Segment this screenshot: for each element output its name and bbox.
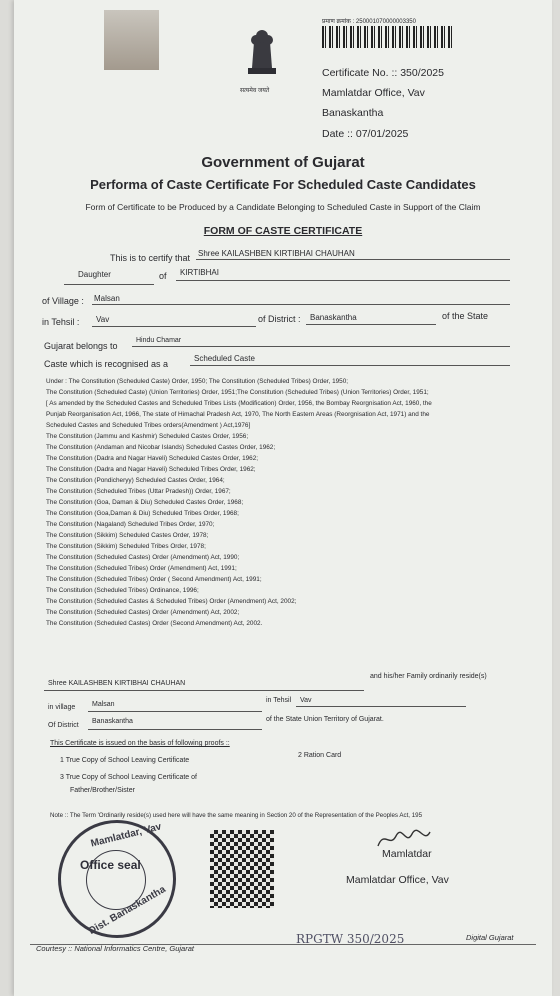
order-line: The Constitution (Goa, Daman & Diu) Scheduled Castes Order, 1968; <box>46 499 244 506</box>
order-line: The Constitution (Scheduled Castes) Order (Amendment) Act, 2002; <box>46 609 240 616</box>
order-line: The Constitution (Sikkim) Scheduled Tribes Order, 1978; <box>46 543 206 550</box>
order-line: The Constitution (Pondicheryy) Scheduled Castes Order, 1964; <box>46 477 225 484</box>
order-line: The Constitution (Dadra and Nagar Haveli) Scheduled Castes Order, 1962; <box>46 455 259 462</box>
order-line: The Constitution (Scheduled Tribes) Order (Amendment) Act, 1991; <box>46 565 237 572</box>
note: Note :: The Term 'Ordinarily reside(s) used here will have the same meaning in Section 20 of the Representation of the Peoples Act, 195 <box>50 812 423 819</box>
emblem-caption: सत्यमेव जयते <box>240 88 270 94</box>
stamp-center-text: Office seal <box>80 858 141 872</box>
order-line: The Constitution (Scheduled Castes) Order (Amendment) Act, 1990; <box>46 554 240 561</box>
issuing-office: Mamlatdar Office, Vav <box>322 87 425 99</box>
res-district-value: Banaskantha <box>92 718 133 725</box>
candidate-name: Shree KAILASHBEN KIRTIBHAI CHAUHAN <box>198 249 355 258</box>
certificate-date: Date :: 07/01/2025 <box>322 128 409 140</box>
res-tehsil-label: in Tehsil <box>266 697 292 704</box>
header-district: Banaskantha <box>322 107 384 119</box>
order-line: The Constitution (Scheduled Castes) Order (Second Amendment) Act, 2002. <box>46 620 263 627</box>
proof-item: 2 Ration Card <box>298 752 342 759</box>
tehsil-value: Vav <box>96 315 110 324</box>
applicant-photo <box>104 10 159 70</box>
order-line: Punjab Reorganisation Act, 1966, The state of Himachal Pradesh Act, 1970, The North Eastern Areas (Reorgnisation Act, 1971) and the <box>46 411 430 418</box>
certificate-number: Certificate No. :: 350/2025 <box>322 67 444 79</box>
certificate-page <box>14 0 552 996</box>
handwritten-note: RPGTW 350/2025 <box>296 932 405 946</box>
government-title: Government of Gujarat <box>201 154 365 171</box>
signatory-office: Mamlatdar Office, Vav <box>346 874 449 886</box>
relation: Daughter <box>78 270 111 279</box>
digital-gujarat-text: Digital Gujarat <box>466 933 514 942</box>
stamp-bottom-text: Dist. Banaskantha <box>87 884 168 937</box>
proof-item: 3 True Copy of School Leaving Certificate of <box>60 774 197 781</box>
order-line: The Constitution (Scheduled Tribes) Order ( Second Amendment) Act, 1991; <box>46 576 262 583</box>
stamp-top-text: Mamlatdar, Vav <box>89 821 163 850</box>
order-line: The Constitution (Scheduled Tribes (Uttar Pradesh)) Order, 1967; <box>46 488 231 495</box>
tehsil-label: in Tehsil : <box>42 317 80 327</box>
courtesy-text: Courtesy :: National Informatics Centre, Gujarat <box>36 944 194 953</box>
proofs-heading: This Certificate is issued on the basis of following proofs :: <box>50 740 230 747</box>
barcode-text: प्रमाण क्रमांक : 250001070000003350 <box>322 19 416 25</box>
order-line: The Constitution (Dadra and Nagar Haveli) Scheduled Tribes Order, 1962; <box>46 466 256 473</box>
res-village-label: in village <box>48 704 76 711</box>
qr-code <box>210 830 274 908</box>
father-name: KIRTIBHAI <box>180 268 219 277</box>
res-state-label: of the State Union Territory of Gujarat. <box>266 716 384 723</box>
res-district-label: Of District <box>48 722 79 729</box>
district-label: of District : <box>258 314 301 324</box>
res-tehsil-value: Vav <box>300 697 312 704</box>
order-line: [ As amended by the Scheduled Castes and Scheduled Tribes Lists (Modification) Order, 1956, the Bombay Reorgnisation Act, 1960, the <box>46 400 432 407</box>
order-line: Under : The Constitution (Scheduled Caste) Order, 1950; The Constitution (Scheduled Tribes) Order, 1950; <box>46 378 349 385</box>
order-line: The Constitution (Andaman and Nicobar Islands) Scheduled Castes Order, 1962; <box>46 444 276 451</box>
order-line: The Constitution (Nagaland) Scheduled Tribes Order, 1970; <box>46 521 215 528</box>
constitution-orders-list <box>46 376 432 629</box>
national-emblem-icon <box>242 24 282 94</box>
village-value: Malsan <box>94 294 120 303</box>
family-reside-label: and his/her Family ordinarily reside(s) <box>370 673 487 680</box>
order-line: The Constitution (Jammu and Kashmir) Scheduled Castes Order, 1956; <box>46 433 249 440</box>
resident-name: Shree KAILASHBEN KIRTIBHAI CHAUHAN <box>48 680 186 687</box>
category-value: Scheduled Caste <box>194 354 255 363</box>
order-line: The Constitution (Scheduled Caste) (Union Territories) Order, 1951;The Constitution (Scheduled Tribes) (Union Territories) Order, 1951; <box>46 389 429 396</box>
order-line: The Constitution (Sikkim) Scheduled Castes Order, 1978; <box>46 532 209 539</box>
form-description: Form of Certificate to be Produced by a Candidate Belonging to Scheduled Caste in Support of the Claim <box>85 202 481 212</box>
res-village-value: Malsan <box>92 701 115 708</box>
district-value: Banaskantha <box>310 313 357 322</box>
village-label: of Village : <box>42 296 84 306</box>
of-label: of <box>159 271 167 281</box>
form-title: FORM OF CASTE CERTIFICATE <box>203 225 363 237</box>
performa-title: Performa of Caste Certificate For Scheduled Caste Candidates <box>90 177 476 192</box>
order-line: Scheduled Castes and Scheduled Tribes orders(Amendment ) Act,1976] <box>46 422 251 429</box>
barcode <box>322 26 452 48</box>
belongs-label: Gujarat belongs to <box>44 341 118 351</box>
order-line: The Constitution (Scheduled Castes & Scheduled Tribes) Order (Amendment) Act, 2002; <box>46 598 297 605</box>
order-line: The Constitution (Scheduled Tribes) Ordinance, 1996; <box>46 587 199 594</box>
signatory-title: Mamlatdar <box>382 848 432 860</box>
order-line: The Constitution (Goa,Daman & Diu) Scheduled Tribes Order, 1968; <box>46 510 239 517</box>
certify-label: This is to certify that <box>110 253 191 263</box>
caste-value: Hindu Chamar <box>136 337 182 344</box>
proof-item-cont: Father/Brother/Sister <box>70 787 135 794</box>
state-label: of the State <box>442 311 489 321</box>
proof-item: 1 True Copy of School Leaving Certificate <box>60 757 190 764</box>
recognised-label: Caste which is recognised as a <box>44 359 169 369</box>
